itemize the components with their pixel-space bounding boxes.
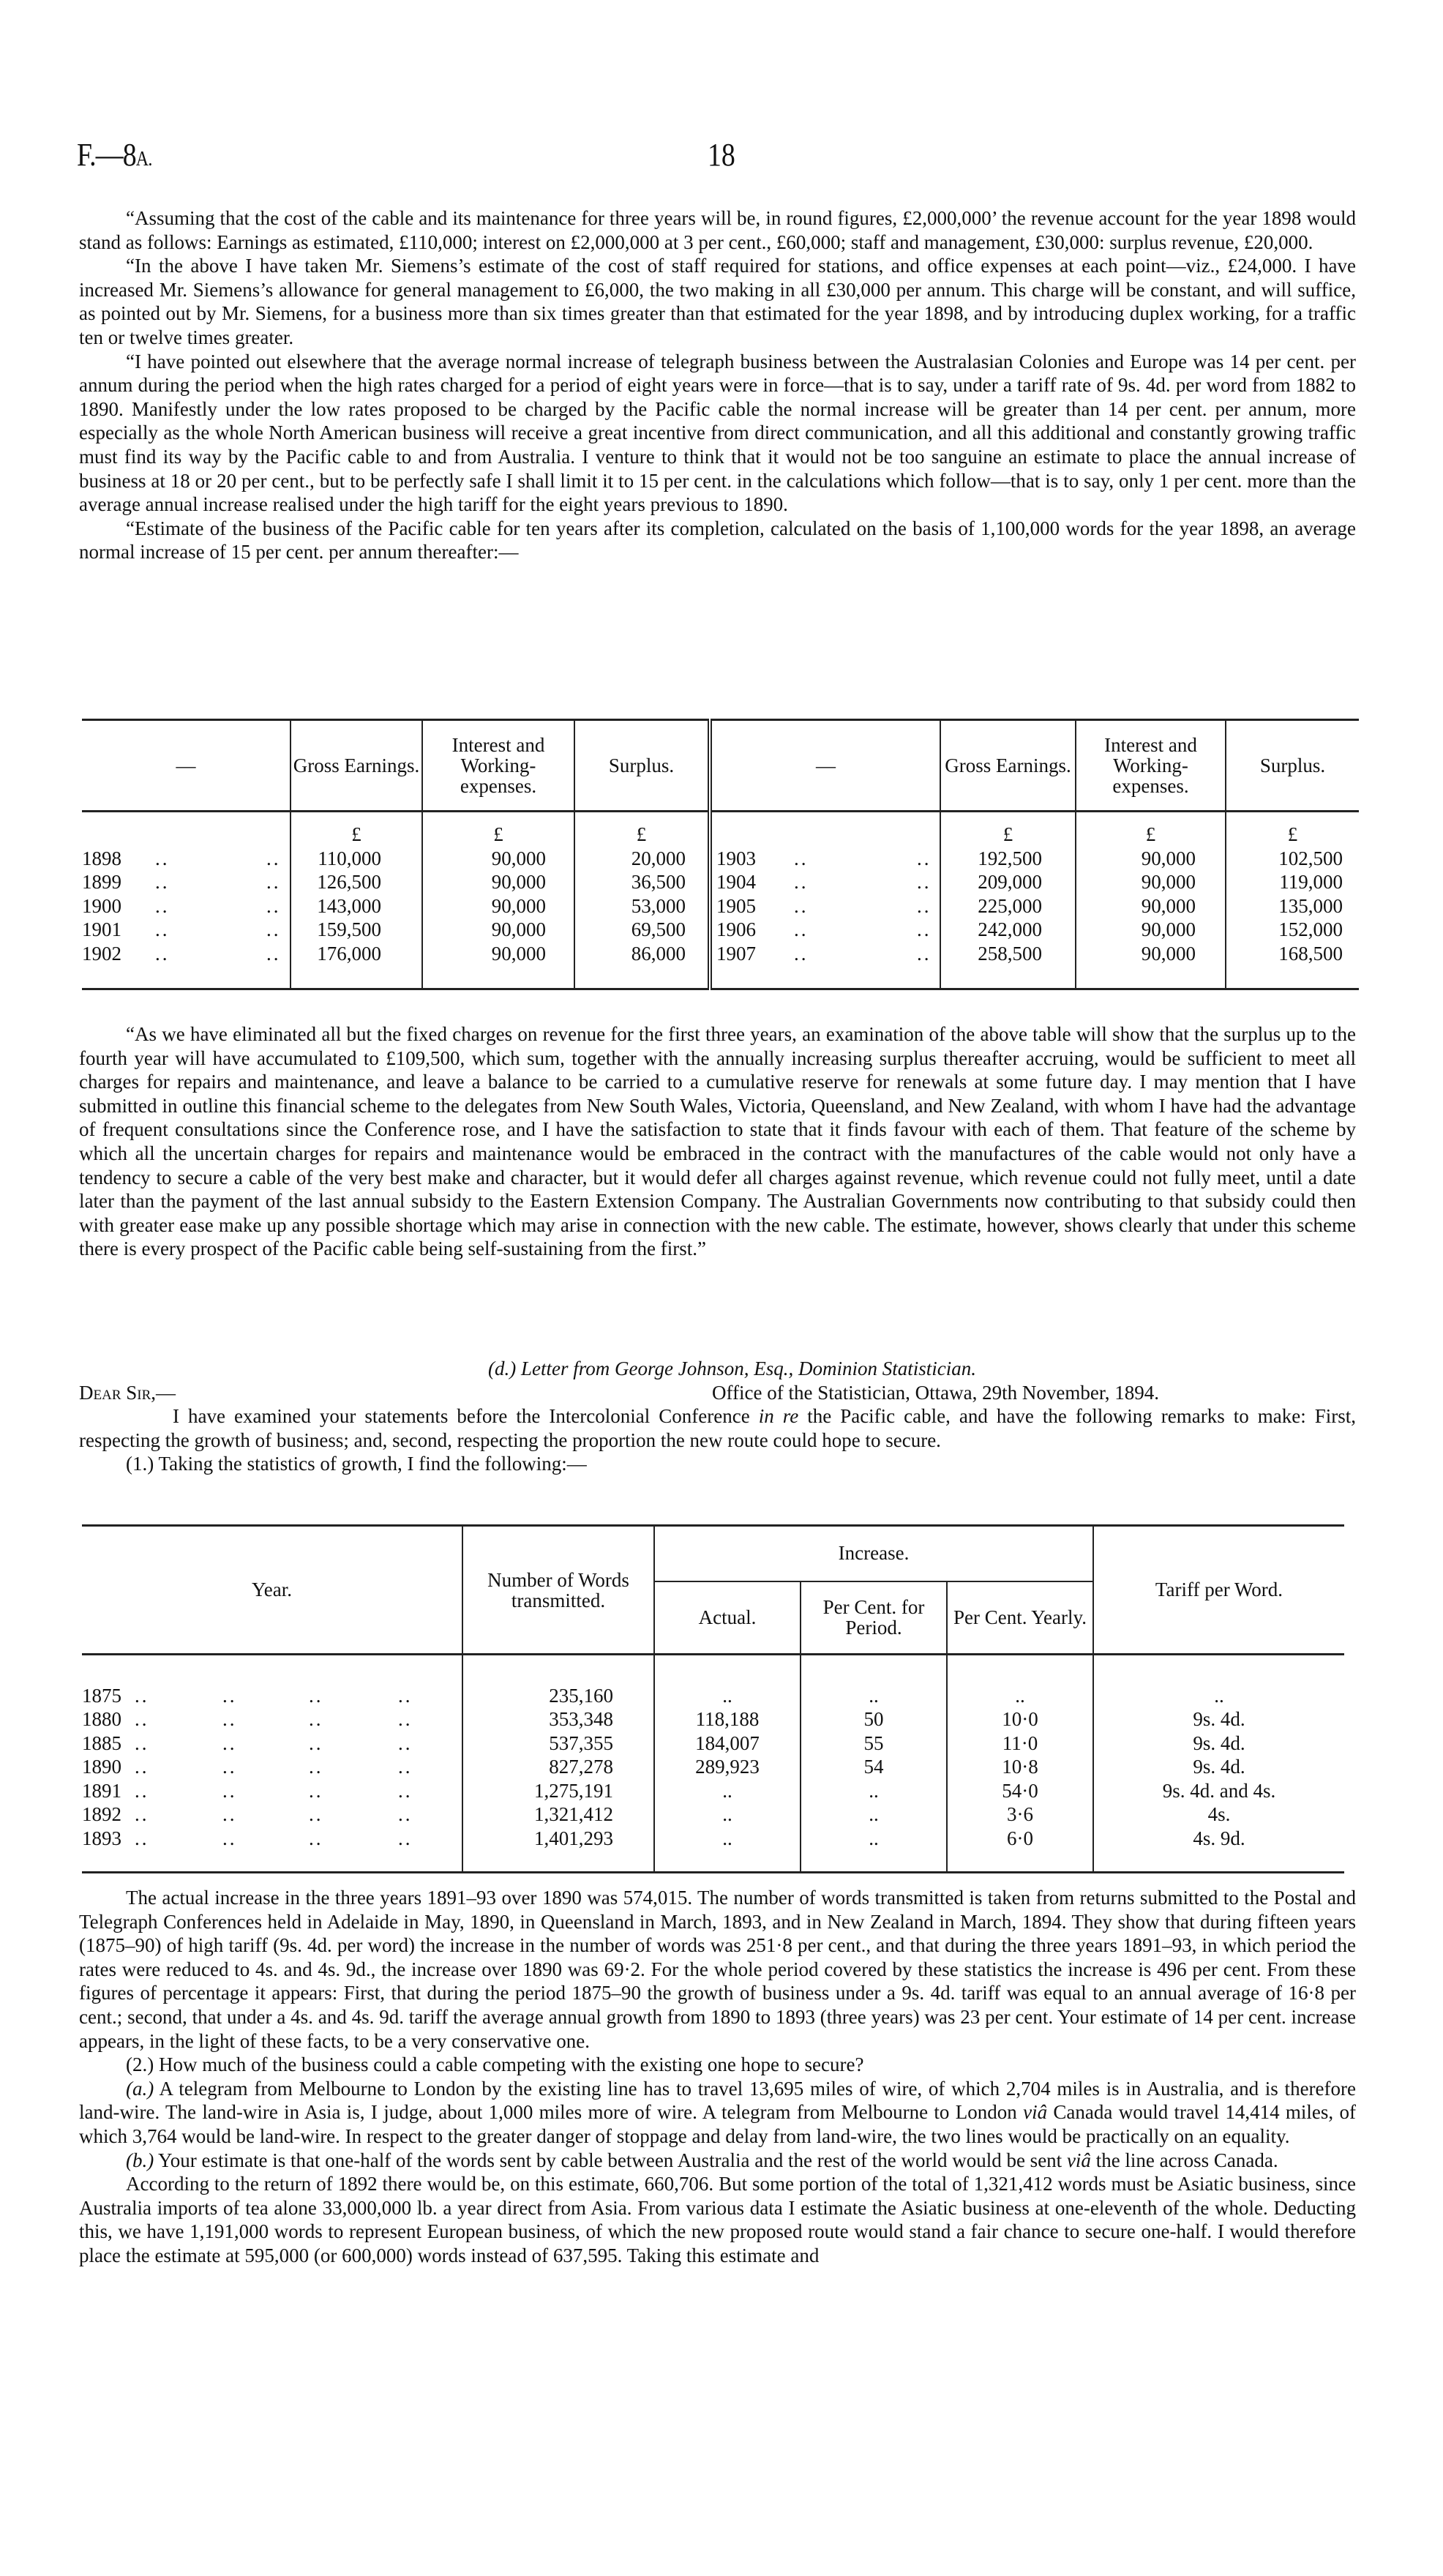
surplus-paragraph-block [79, 1022, 1356, 1261]
year-cell [710, 847, 940, 871]
leader-dots: .. [309, 1827, 323, 1850]
interest-cell: 90,000 [422, 918, 574, 942]
percent-yearly-cell: 3·6 [947, 1802, 1093, 1827]
leader-dots: .. [155, 871, 170, 894]
surplus-cell: 69,500 [574, 918, 710, 942]
paragraph-cost-assumption: “Assuming that the cost of the cable and its maintenance for three years will be, in round figures, £2,000,000’ the revenue account for the year 1898 would stand as follows: Earnings as estimated, £110,000; interest on £2,000,000 at 3 per cent., £60,000; staff and management, £30,000: surplus revenue, £20,000. [79, 207, 1356, 253]
page-header [77, 137, 1357, 180]
paragraph-point-b: (b.) Your estimate is that one-half of the words sent by cable between Australia and the rest of the world would be sent viâ the line across Canada. [126, 2149, 1278, 2171]
year-cell [82, 870, 291, 894]
year-cell [82, 1731, 462, 1756]
business-estimate-table [82, 719, 1359, 990]
column-header-year-right: — [710, 720, 940, 812]
year-cell [710, 894, 940, 918]
gross-earnings-cell: 143,000 [291, 894, 422, 918]
leader-dots: .. [398, 1827, 413, 1850]
actual-increase-cell: .. [654, 1827, 801, 1851]
leader-dots: .. [917, 918, 932, 941]
column-header-interest-right: Interest and Working-expenses. [1076, 720, 1226, 812]
percent-yearly-cell: .. [947, 1684, 1093, 1708]
letter-salutation: Dear Sir,— [79, 1381, 176, 1404]
tariff-cell: .. [1093, 1684, 1344, 1708]
gross-earnings-cell: 209,000 [940, 870, 1076, 894]
closing-paragraphs [79, 1886, 1356, 2268]
column-header-surplus-left: Surplus. [574, 720, 710, 812]
leader-dots: .. [398, 1803, 413, 1826]
interest-cell: 90,000 [1076, 894, 1226, 918]
paragraph-asiatic-business: According to the return of 1892 there would be, on this estimate, 660,706. But some portion of the total of 1,321,412 words must be Asiatic business, since Australia imports of tea alone 33,000,000 lb. a year direct from Asia. From various data I estimate the Asiatic business at one-eleventh of the whole. Deducting this, we have 1,191,000 words to represent European business, of which the new proposed route would stand a fair chance to secure one-half. I would therefore place the estimate at 595,000 (or 600,000) words instead of 637,595. Taking this estimate and [79, 2173, 1356, 2266]
gross-earnings-cell: 242,000 [940, 918, 1076, 942]
table-row [82, 894, 1359, 918]
year-cell [710, 942, 940, 966]
actual-increase-cell: .. [654, 1802, 801, 1827]
leader-dots: .. [222, 1731, 237, 1754]
year-label: 1900 [82, 894, 121, 917]
percent-period-cell: 55 [801, 1731, 947, 1756]
leader-dots: .. [266, 871, 281, 894]
percent-period-cell: .. [801, 1779, 947, 1803]
surplus-cell: 36,500 [574, 870, 710, 894]
surplus-cell: 152,000 [1226, 918, 1359, 942]
year-cell [710, 918, 940, 942]
tariff-cell: 9s. 4d. and 4s. [1093, 1779, 1344, 1803]
leader-dots: .. [155, 942, 170, 965]
year-label: 1890 [82, 1756, 121, 1778]
leader-dots: .. [309, 1731, 323, 1754]
gross-earnings-cell: 225,000 [940, 894, 1076, 918]
actual-increase-cell: .. [654, 1779, 801, 1803]
leader-dots: .. [135, 1827, 149, 1850]
paragraph-normal-increase: “I have pointed out elsewhere that the average normal increase of telegraph business between the Australasian Colonies and Europe was 14 per cent. per annum during the period when the high rates charged for a period of eight years were in force—that is to say, under a tariff rate of 9s. 4d. per word from 1882 to 1890. Manifestly under the low rates proposed to be charged by the Pacific cable the normal increase will be greater than 14 per cent. per annum, more especially as the whole North American business will receive a great incentive from direct communication, and all this additional and constantly growing traffic must find its way by the Pacific cable to and from Australia. I venture to think that it would not be too sanguine an estimate to place the annual increase of business at 18 or 20 per cent., but to be perfectly safe I shall limit it to 15 per cent. in the calculations which follow—that is to say, only 1 per cent. more than the average annual increase realised under the high tariff for the eight years previous to 1890. [79, 350, 1356, 516]
letter-heading-line [79, 1381, 1356, 1405]
actual-increase-cell: 289,923 [654, 1755, 801, 1779]
letter-intro: I have examined your statements before the Intercolonial Conference in re the Pacific cable, and have the following remarks to make: First, respecting the growth of business; and, second, respecting the proportion the new route could hope to secure. [79, 1405, 1356, 1451]
table-row [82, 1707, 1344, 1731]
year-label: 1902 [82, 942, 121, 965]
table-row [82, 1755, 1344, 1779]
paragraph-actual-increase: The actual increase in the three years 1891–93 over 1890 was 574,015. The number of words transmitted is taken from returns submitted to the Postal and Telegraph Conferences held in Adelaide in May, 1890, in Queensland in March, 1893, and in New Zealand in March, 1894. They show that during fifteen years (1875–90) of high tariff (9s. 4d. per word) the increase in the number of words was 251·8 per cent., and that during the three years 1891–93, in which period the rates were reduced to 4s. and 4s. 9d., the increase over 1890 was 69·2. For the whole period covered by these statistics the increase is 496 per cent. From these figures of percentage it appears: First, that during the period 1875–90 the growth of business under a 9s. 4d. tariff was equal to an annual average of 16·8 per cent.; second, that under a 4s. and 4s. 9d. tariff the average annual growth from 1890 to 1893 (three years) was 23 per cent. Your estimate of 14 per cent. increase appears, in the light of these facts, to be a very conservative one. [79, 1887, 1356, 2052]
year-label: 1898 [82, 847, 121, 869]
leader-dots: .. [266, 918, 281, 941]
leader-dots: .. [794, 942, 809, 965]
leader-dots: .. [794, 894, 809, 917]
year-label: 1899 [82, 871, 121, 894]
surplus-cell: 135,000 [1226, 894, 1359, 918]
year-cell [82, 1755, 462, 1779]
column-header-percent-period: Per Cent. for Period. [801, 1581, 947, 1655]
interest-cell: 90,000 [422, 870, 574, 894]
currency-symbol: £ [422, 812, 574, 847]
surplus-cell: 168,500 [1226, 942, 1359, 966]
table-row [82, 1827, 1344, 1851]
column-header-gross-right: Gross Earnings. [940, 720, 1076, 812]
actual-increase-cell: 184,007 [654, 1731, 801, 1756]
tariff-cell: 9s. 4d. [1093, 1707, 1344, 1731]
leader-dots: .. [266, 894, 281, 917]
leader-dots: .. [398, 1731, 413, 1754]
percent-yearly-cell: 10·8 [947, 1755, 1093, 1779]
words-transmitted-cell: 1,401,293 [462, 1827, 654, 1851]
leader-dots: .. [135, 1756, 149, 1778]
gross-earnings-cell: 258,500 [940, 942, 1076, 966]
year-label: 1892 [82, 1803, 121, 1826]
column-header-year-left: — [176, 754, 196, 776]
leader-dots: .. [917, 847, 932, 869]
gross-earnings-cell: 126,500 [291, 870, 422, 894]
table-row [82, 1731, 1344, 1756]
growth-statistics-table [82, 1524, 1344, 1873]
leader-dots: .. [222, 1756, 237, 1778]
percent-yearly-cell: 54·0 [947, 1779, 1093, 1803]
words-transmitted-cell: 1,321,412 [462, 1802, 654, 1827]
currency-symbol: £ [574, 812, 710, 847]
tariff-cell: 9s. 4d. [1093, 1755, 1344, 1779]
year-label: 1901 [82, 918, 121, 941]
percent-period-cell: 50 [801, 1707, 947, 1731]
table-row [82, 1684, 1344, 1708]
page-number: 18 [708, 137, 735, 173]
letter-caption: (d.) Letter from George Johnson, Esq., Dominion Statistician. [488, 1358, 976, 1379]
tariff-cell: 4s. [1093, 1802, 1344, 1827]
column-header-actual: Actual. [654, 1581, 801, 1655]
column-header-interest-left: Interest and Working-expenses. [422, 720, 574, 812]
year-label: 1891 [82, 1779, 121, 1802]
interest-cell: 90,000 [422, 894, 574, 918]
leader-dots: .. [222, 1803, 237, 1826]
percent-period-cell: .. [801, 1802, 947, 1827]
leader-dots: .. [155, 918, 170, 941]
year-cell [82, 1707, 462, 1731]
currency-symbol: £ [291, 812, 422, 847]
year-cell [82, 1827, 462, 1851]
table-row [82, 870, 1359, 894]
interest-cell: 90,000 [422, 942, 574, 966]
leader-dots: .. [309, 1779, 323, 1802]
leader-dots: .. [222, 1684, 237, 1707]
letter-point-1: (1.) Taking the statistics of growth, I find the following:— [126, 1453, 587, 1475]
year-label: 1904 [716, 871, 756, 894]
table-row [82, 847, 1359, 871]
leader-dots: .. [917, 894, 932, 917]
percent-period-cell: 54 [801, 1755, 947, 1779]
year-cell [82, 942, 291, 966]
actual-increase-cell: .. [654, 1684, 801, 1708]
opening-paragraphs [79, 206, 1356, 564]
words-transmitted-cell: 1,275,191 [462, 1779, 654, 1803]
leader-dots: .. [266, 847, 281, 869]
paragraph-question-2: (2.) How much of the business could a cable competing with the existing one hope to secure? [126, 2053, 864, 2076]
leader-dots: .. [155, 894, 170, 917]
year-label: 1905 [716, 894, 756, 917]
percent-yearly-cell: 6·0 [947, 1827, 1093, 1851]
leader-dots: .. [398, 1684, 413, 1707]
leader-dots: .. [222, 1779, 237, 1802]
column-header-words: Number of Words transmitted. [462, 1526, 654, 1655]
interest-cell: 90,000 [1076, 847, 1226, 871]
leader-dots: .. [155, 847, 170, 869]
column-header-gross-left: Gross Earnings. [291, 720, 422, 812]
interest-cell: 90,000 [422, 847, 574, 871]
leader-dots: .. [266, 942, 281, 965]
leader-dots: .. [222, 1827, 237, 1850]
gross-earnings-cell: 159,500 [291, 918, 422, 942]
interest-cell: 90,000 [1076, 918, 1226, 942]
leader-dots: .. [794, 918, 809, 941]
year-cell [82, 1779, 462, 1803]
column-header-tariff: Tariff per Word. [1093, 1526, 1344, 1655]
leader-dots: .. [917, 942, 932, 965]
year-label: 1906 [716, 918, 756, 941]
actual-increase-cell: 118,188 [654, 1707, 801, 1731]
column-header-percent-yearly: Per Cent. Yearly. [947, 1581, 1093, 1655]
year-cell [82, 1802, 462, 1827]
words-transmitted-cell: 827,278 [462, 1755, 654, 1779]
surplus-cell: 86,000 [574, 942, 710, 966]
paragraph-surplus-accumulation: “As we have eliminated all but the fixed charges on revenue for the first three years, an examination of the above table will show that the surplus up to the fourth year will have accumulated to £109,500, which sum, together with the annually increasing surplus thereafter accruing, would be sufficient to meet all charges for repairs and maintenance, and leave a balance to be carried to a cumulative reserve for renewals at some future day. I may mention that I have submitted in outline this financial scheme to the delegates from New South Wales, Victoria, Queensland, and New Zealand, with whom I have had the advantage of frequent consultations since the Conference rose, and I have the satisfaction to state that it finds favour with each of them. That feature of the scheme by which all the uncertain charges for repairs and maintenance would be embraced in the contract with the manufactures of the cable would not only have a tendency to secure a cable of the very best make and character, but it would defer all charges against revenue, which revenue could not fully meet, until a date later than the payment of the last annual subsidy to the Eastern Extension Company. The Australian Governments now contributing to that subsidy could then with greater ease make up any possible shortage which may arise in connection with the new cable. The estimate, however, shows clearly that under this scheme there is every prospect of the Pacific cable being self-sustaining from the first.” [79, 1023, 1356, 1260]
interest-cell: 90,000 [1076, 942, 1226, 966]
column-header-surplus-right: Surplus. [1226, 720, 1359, 812]
words-transmitted-cell: 537,355 [462, 1731, 654, 1756]
year-cell [82, 847, 291, 871]
year-label: 1875 [82, 1684, 121, 1707]
leader-dots: .. [794, 871, 809, 894]
interest-cell: 90,000 [1076, 870, 1226, 894]
leader-dots: .. [398, 1756, 413, 1778]
surplus-cell: 119,000 [1226, 870, 1359, 894]
gross-earnings-cell: 192,500 [940, 847, 1076, 871]
percent-yearly-cell: 11·0 [947, 1731, 1093, 1756]
gross-earnings-cell: 176,000 [291, 942, 422, 966]
year-cell [82, 894, 291, 918]
year-cell [82, 918, 291, 942]
year-label: 1903 [716, 847, 756, 869]
tariff-cell: 9s. 4d. [1093, 1731, 1344, 1756]
leader-dots: .. [135, 1803, 149, 1826]
year-label: 1907 [716, 942, 756, 965]
table-row [82, 1779, 1344, 1803]
table-header-row-1 [82, 1526, 1344, 1581]
leader-dots: .. [135, 1684, 149, 1707]
leader-dots: .. [309, 1708, 323, 1731]
leader-dots: .. [794, 847, 809, 869]
letter-address: Office of the Statistician, Ottawa, 29th November, 1894. [712, 1381, 1160, 1404]
currency-row [82, 812, 1359, 847]
surplus-cell: 102,500 [1226, 847, 1359, 871]
column-header-year: Year. [251, 1579, 292, 1601]
currency-symbol: £ [1226, 812, 1359, 847]
year-label: 1893 [82, 1827, 121, 1850]
year-label: 1880 [82, 1708, 121, 1731]
paragraph-estimate-intro: “Estimate of the business of the Pacific cable for ten years after its completion, calculated on the basis of 1,100,000 words for the year 1898, an average normal increase of 15 per cent. per annum thereafter:— [79, 517, 1356, 564]
year-cell [82, 1684, 462, 1708]
percent-period-cell: .. [801, 1827, 947, 1851]
leader-dots: .. [135, 1708, 149, 1731]
words-transmitted-cell: 353,348 [462, 1707, 654, 1731]
column-header-increase: Increase. [654, 1526, 1093, 1581]
paragraph-point-a: (a.) A telegram from Melbourne to London by the existing line has to travel 13,695 miles of wire, of which 2,704 miles is in Australia, and is therefore land-wire. The land-wire in Asia is, I judge, about 1,000 miles more of wire. A telegram from Melbourne to London viâ Canada would travel 14,414 miles, of which 3,764 would be land-wire. In respect to the greater danger of stoppage and delay from land-wire, the two lines would be practically on an equality. [79, 2077, 1356, 2147]
currency-symbol: £ [1076, 812, 1226, 847]
gross-earnings-cell: 110,000 [291, 847, 422, 871]
table-bottom-spacer [82, 965, 1359, 989]
letter-block [79, 1357, 1356, 1476]
percent-period-cell: .. [801, 1684, 947, 1708]
table-row [82, 942, 1359, 966]
percent-yearly-cell: 10·0 [947, 1707, 1093, 1731]
leader-dots: .. [222, 1708, 237, 1731]
table-row [82, 1802, 1344, 1827]
document-code: F.—8A. [77, 137, 152, 173]
leader-dots: .. [309, 1684, 323, 1707]
leader-dots: .. [309, 1756, 323, 1778]
year-label: 1885 [82, 1731, 121, 1754]
leader-dots: .. [917, 871, 932, 894]
year-cell [710, 870, 940, 894]
leader-dots: .. [135, 1779, 149, 1802]
surplus-cell: 20,000 [574, 847, 710, 871]
leader-dots: .. [398, 1708, 413, 1731]
leader-dots: .. [309, 1803, 323, 1826]
words-transmitted-cell: 235,160 [462, 1684, 654, 1708]
table-header-row [82, 720, 1359, 812]
currency-symbol: £ [940, 812, 1076, 847]
tariff-cell: 4s. 9d. [1093, 1827, 1344, 1851]
paragraph-staff-expenses: “In the above I have taken Mr. Siemens’s estimate of the cost of staff required for stations, and office expenses at each point—viz., £24,000. I have increased Mr. Siemens’s allowance for general management to £6,000, the two making in all £30,000 per annum. This charge will be constant, and will suffice, as pointed out by Mr. Siemens, for a business more than six times greater than that estimated for the year 1898, and by introducing duplex working, for a traffic ten or twelve times greater. [79, 255, 1356, 348]
leader-dots: .. [398, 1779, 413, 1802]
table-row [82, 918, 1359, 942]
surplus-cell: 53,000 [574, 894, 710, 918]
leader-dots: .. [135, 1731, 149, 1754]
